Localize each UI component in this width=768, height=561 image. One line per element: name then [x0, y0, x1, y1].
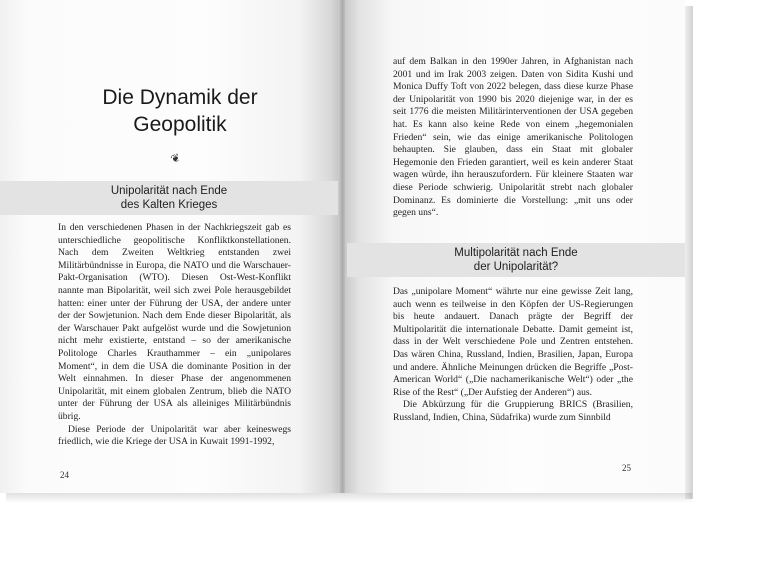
book-shadow	[6, 493, 692, 503]
paragraph: Diese Periode der Unipolarität war aber keineswegs friedlich, wie die Kriege der USA in Kuwait 1991-1992,	[58, 423, 291, 448]
section-heading-line2: der Unipolarität?	[473, 261, 559, 273]
chapter-title-line1: Die Dynamik der	[102, 86, 258, 109]
chapter-title-line2: Geopolitik	[133, 113, 227, 136]
page-number: 25	[622, 463, 631, 473]
paragraph: auf dem Balkan in den 1990er Jahren, in Afghanistan nach 2001 und im Irak 2003 zeigen. Daten von Sidita Kushi und Monica Duffy Toft von 2022 belegen, dass diese kurze Phase der Unipolarität von 1990 bis 2020 diejenige war, in der es seit 1776 die meisten Militärinterventionen der USA gegeben hat. Es kann also keine Rede von einem „hegemonialen Frieden“ sein, wie das einige amerikanische Politologen behaupten. Sie glauben, dass ein Staat mit globaler Hegemonie den Frieden garantiert, weil es kein anderer Staat wagen würde, ihn herauszufordern. Für kleinere Staaten war diese Periode schwierig. Unipolarität strebt nach globaler Dominanz. Es dominierte die Vorstellung: „mit uns oder gegen uns“.	[393, 56, 633, 219]
section-heading-line2: des Kalten Krieges	[120, 199, 218, 211]
section-heading-unipolarity	[0, 181, 338, 215]
leaf-ornament-icon: ❦	[169, 151, 183, 167]
paragraph: In den verschiedenen Phasen in der Nachkriegszeit gab es unterschiedliche geopolitische Konfliktkonstellationen. Nach dem Zweiten Weltkrieg entstanden zwei Militärbündnisse in Europa, die NATO und die Warschauer-Pakt-Organisation (WTO). Diesen Ost-West-Konflikt nannte man Bipolarität, weil sich zwei Pole herausgebildet hatten: einer unter der Führung der USA, der andere unter der der Sowjetunion. Nach dem Ende dieser Bipolarität, als der Warschauer Pakt aufgelöst wurde und die Sowjetunion nicht mehr existierte, entstand – so der amerikanische Politologe Charles Krauthammer – ein „unipolares Moment“, in dem die USA die dominante Position in der Welt einnahmen. In dieser Phase der angenommenen Unipolarität, mit einem globalen Zentrum, blieb die NATO unter der Führung der USA als alleiniges Militärbündnis übrig.	[58, 222, 291, 422]
page-number: 24	[60, 470, 69, 480]
left-body-text	[58, 222, 291, 449]
paragraph: Das „unipolare Moment“ währte nur eine gewisse Zeit lang, auch wenn es teilweise in den Köpfen der US-Regierungen bis heute andauert. Danach prägte der Begriff der Multipolarität die internationale Debatte. Damit gemeint ist, dass in der Welt verschiedene Pole und Zentren entstehen. Das wären China, Russland, Indien, Brasilien, Japan, Europa und andere. Ähnliche Meinungen drücken die Begriffe „Post-American World“ („Die nachamerikanische Welt“) oder „the Rise of the Rest“ („Der Aufstieg der Anderen“) aus.	[393, 286, 633, 398]
section-heading-line1: Unipolarität nach Ende	[110, 185, 228, 197]
right-body-text-bottom	[393, 286, 633, 425]
right-body-text-top	[393, 56, 633, 220]
left-page	[0, 0, 340, 493]
page-edge	[685, 6, 693, 499]
paragraph: Die Abkürzung für die Gruppierung BRICS (Brasilien, Russland, Indien, China, Südafrika) wurde zum Sinnbild	[393, 399, 633, 423]
chapter-title	[60, 84, 300, 138]
section-heading-multipolarity	[347, 243, 685, 277]
section-heading-line1: Multipolarität nach Ende	[454, 247, 578, 259]
